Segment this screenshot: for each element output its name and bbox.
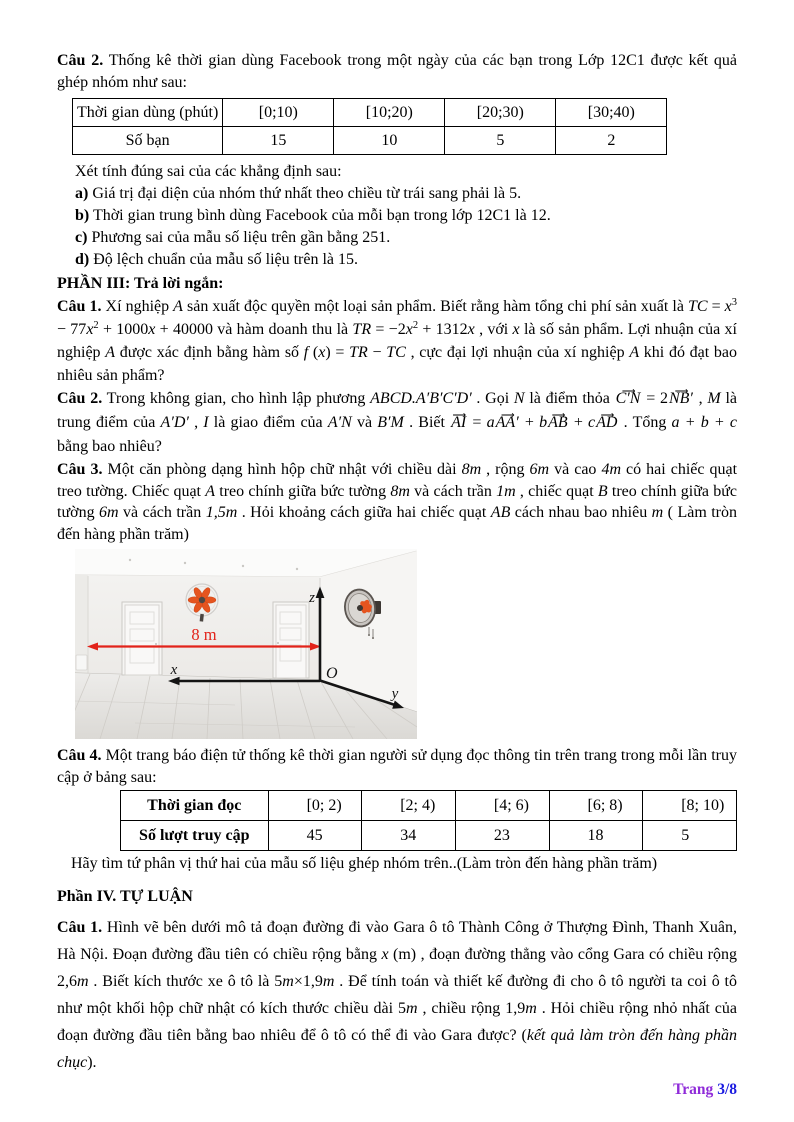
data-cell: 15 [223, 127, 334, 155]
room-figure [75, 549, 417, 739]
row-header-cell: Số bạn [73, 127, 223, 155]
data-cell: [8; 10) [643, 791, 737, 821]
data-cell: [2; 4) [362, 791, 456, 821]
data-cell: 23 [455, 821, 549, 851]
footer-label: Trang [673, 1081, 718, 1098]
true-false-statements [57, 161, 737, 271]
ceiling-light [296, 568, 298, 570]
radiator [76, 655, 87, 670]
statement-b: b) Thời gian trung bình dùng Facebook của mỗi bạn trong lớp 12C1 là 12. [75, 207, 551, 224]
door-right [273, 602, 309, 678]
origin-label: O [326, 665, 338, 682]
data-cell: 18 [549, 821, 643, 851]
row-header-cell: Số lượt truy cập [121, 821, 269, 851]
door-handle [155, 643, 157, 645]
part4-heading: Phần IV. TỰ LUẬN [57, 888, 193, 905]
statement-c: c) Phương sai của mẫu số liệu trên gần bằng 251. [75, 229, 391, 246]
footer-page-number: 3/8 [717, 1081, 737, 1098]
part3-question-1: Câu 1. Xí nghiệp A sản xuất độc quyền một loại sản phẩm. Biết rằng hàm tổng chi phí sản xuất là TC = $x^3 - 77x^2 + 1000x + 40000$ và hàm doanh thu là TR = $-2x^2 + 1312x$ , với x là số sản phẩm. Lợi nhuận của xí nghiệp A được xác định bằng hàm số f (x) = TR − TC , cực đại lợi nhuận của xí nghiệp A khi đó đạt bao nhiêu sản phẩm? [57, 297, 738, 384]
data-cell: 34 [362, 821, 456, 851]
reading-time-table [120, 790, 737, 851]
statement-d: d) Độ lệch chuẩn của mẫu số liệu trên là 15. [75, 251, 359, 268]
data-cell: 5 [445, 127, 556, 155]
table-row [121, 821, 737, 851]
data-cell: [6; 8) [549, 791, 643, 821]
table-row [73, 127, 667, 155]
question-2-statistics-text: Câu 2. Thống kê thời gian dùng Facebook trong một ngày của các bạn trong Lớp 12C1 được kết quả ghép nhóm như sau: [57, 52, 738, 91]
z-axis-label: z [309, 590, 315, 606]
door-left [122, 602, 162, 675]
room-illustration [75, 549, 417, 739]
part3-question-3: Câu 3. Một căn phòng dạng hình hộp chữ nhật với chiều dài 8m , rộng 6m và cao 4m có hai chiếc quạt treo tường. Chiếc quạt A treo chính giữa bức tường 8m và cách trần 1m , chiếc quạt B treo chính giữa bức tường 6m và cách trần 1,5m . Hỏi khoảng cách giữa hai chiếc quạt AB cách nhau bao nhiêu m ( Làm tròn đến hàng phần trăm) [57, 461, 738, 543]
data-cell: [30;40) [556, 99, 667, 127]
data-cell: 5 [643, 821, 737, 851]
y-axis-label: y [391, 686, 399, 702]
ceiling-light [184, 562, 186, 564]
row-header-cell: Thời gian dùng (phút) [73, 99, 223, 127]
data-cell: [20;30) [445, 99, 556, 127]
row-header-cell: Thời gian đọc [121, 791, 269, 821]
ceiling-light [242, 565, 244, 567]
part3-heading: PHẦN III: Trả lời ngắn: [57, 275, 224, 292]
ceiling-light [129, 559, 131, 561]
data-cell: [10;20) [334, 99, 445, 127]
dimension-label: 8 m [191, 625, 217, 644]
data-cell: 45 [268, 821, 362, 851]
part3-question-4: Câu 4. Một trang báo điện tử thống kê thời gian người sử dụng đọc thông tin trên trang trong mỗi lần truy cập ở bảng sau: [57, 747, 738, 786]
data-cell: [0; 2) [268, 791, 362, 821]
part4-question-1: Câu 1. Hình vẽ bên dưới mô tả đoạn đường đi vào Gara ô tô Thành Công ở Thượng Đình, Thanh Xuân, Hà Nội. Đoạn đường đầu tiên có chiều rộng bằng x (m) , đoạn đường thẳng vào cổng Gara có chiều rộng 2,6m . Biết kích thước xe ô tô là 5m×1,9m . Để tính toán và thiết kế đường đi cho ô tô người ta coi ô tô như một khối hộp chữ nhật có kích thước chiều dài 5m , chiều rộng 1,9m . Hỏi chiều rộng nhỏ nhất của đoạn đường đầu tiên bằng bao nhiêu để ô tô có thể đi vào Gara được? (kết quả làm tròn đến hàng phần chục). [57, 919, 738, 1071]
data-cell: 10 [334, 127, 445, 155]
question-4-task: Hãy tìm tứ phân vị thứ hai của mẫu số liệu ghép nhóm trên..(Làm tròn đến hàng phần trăm) [71, 855, 658, 872]
statement-a: a) Giá trị đại diện của nhóm thứ nhất theo chiều từ trái sang phải là 5. [75, 185, 522, 202]
page-footer [673, 1081, 737, 1099]
part3-question-2: Câu 2. Trong không gian, cho hình lập phương ABCD.A′B′C′D′ . Gọi N là điểm thỏa C′N ⟶ = 2NB′ ⟶ , M là trung điểm của A′D′ , I là giao điểm của A′N và B′M . Biết AI ⟶ = aAA′ ⟶ + bAB ⟶ + cAD ⟶ . Tổng a + b + c bằng bao nhiêu? [57, 387, 737, 459]
data-cell: [4; 6) [455, 791, 549, 821]
facebook-usage-table [72, 98, 667, 155]
table-row [73, 99, 667, 127]
x-axis-label: x [170, 662, 178, 678]
data-cell: [0;10) [223, 99, 334, 127]
table-row [121, 791, 737, 821]
door-handle [277, 642, 279, 644]
check-note: Xét tính đúng sai của các khẳng định sau: [75, 163, 342, 180]
data-cell: 2 [556, 127, 667, 155]
